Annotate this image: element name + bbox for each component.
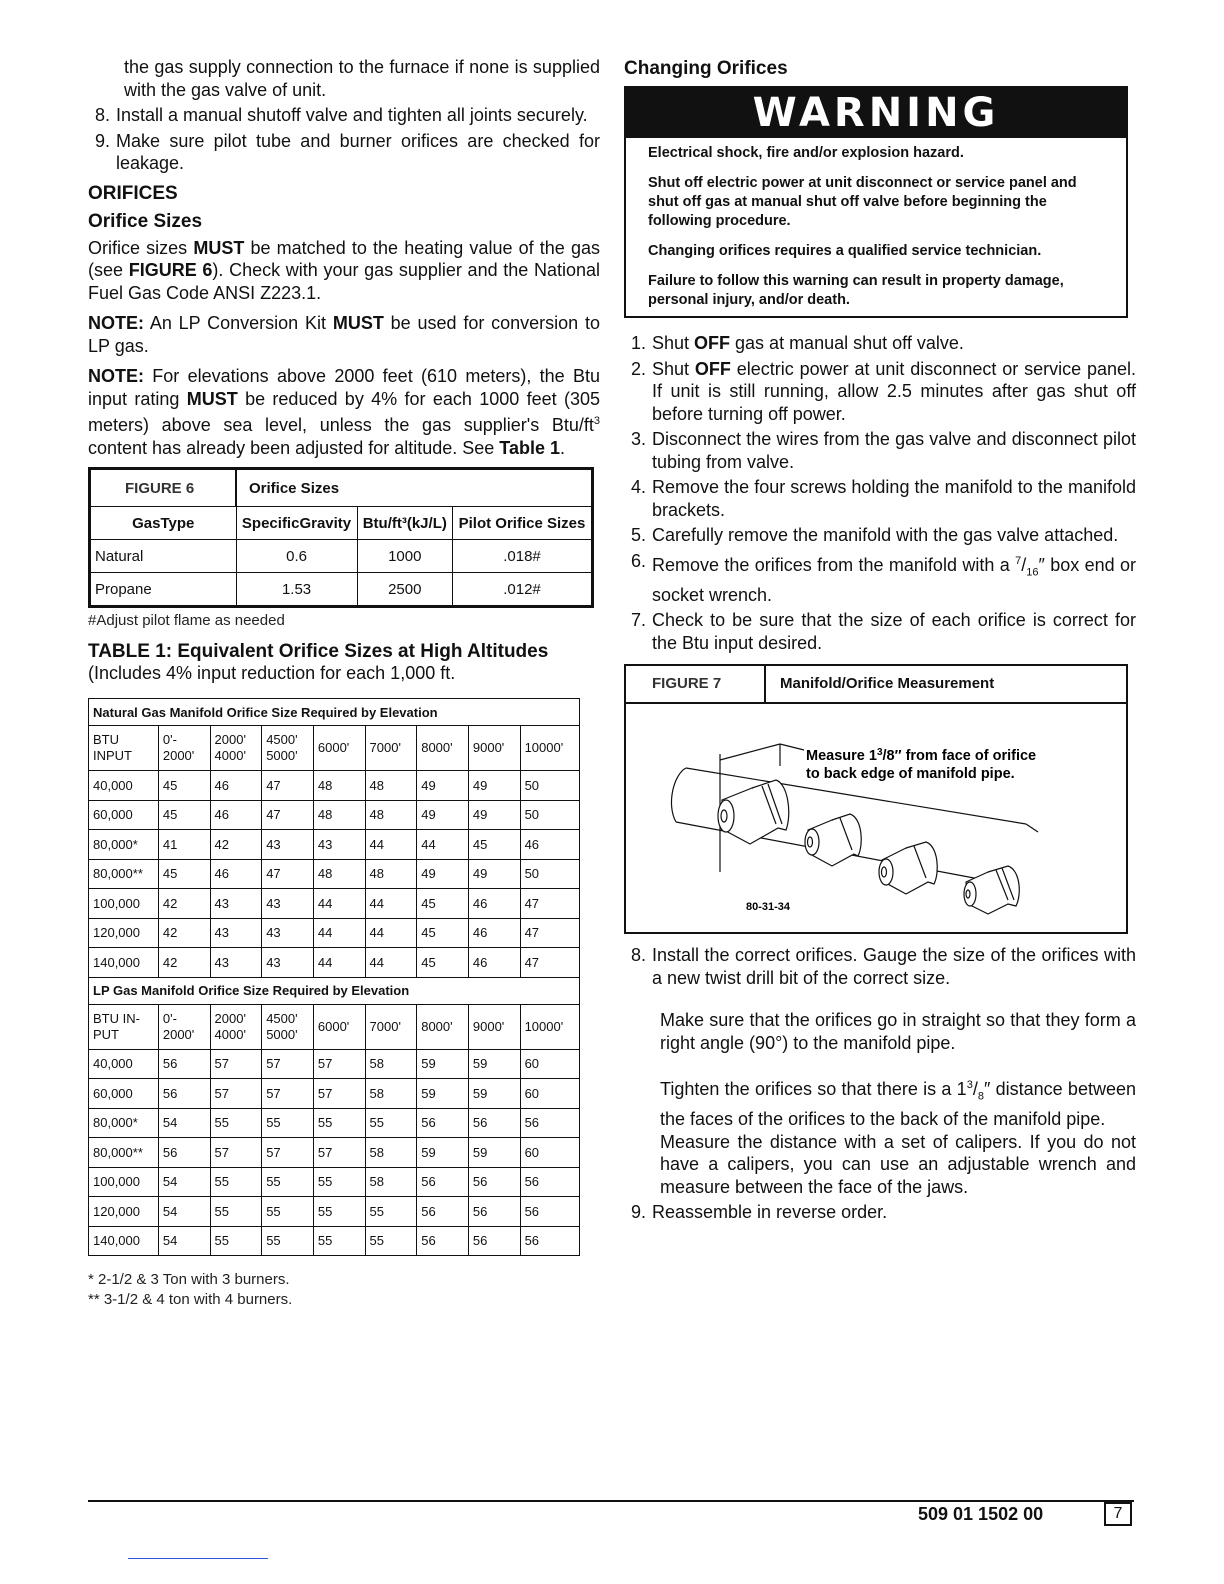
table-cell: 57: [262, 1049, 314, 1079]
table-cell: 55: [262, 1108, 314, 1138]
note-lp-conversion: [88, 312, 600, 357]
table-cell: 45: [158, 800, 210, 830]
table-cell: 55: [313, 1226, 365, 1256]
table-cell: 54: [158, 1167, 210, 1197]
column-header: GasType: [91, 507, 237, 540]
table-row: [89, 1079, 580, 1109]
table-cell: .018#: [452, 540, 591, 573]
text-run: electric power at unit disconnect or service panel. If unit is still running, allow 2.5 minutes after gas shut off before turning off power.: [652, 358, 1137, 424]
column-header: 8000': [417, 726, 469, 771]
table-row: [89, 1167, 580, 1197]
table-cell: 55: [262, 1197, 314, 1227]
table-cell: 59: [468, 1079, 520, 1109]
table-cell: 47: [262, 859, 314, 889]
column-header: 9000': [468, 1004, 520, 1049]
table-cell: 56: [468, 1226, 520, 1256]
warning-line: Electrical shock, fire and/or explosion hazard.: [648, 145, 964, 161]
step-3: [624, 428, 1136, 473]
table-row: [89, 771, 580, 801]
table-1-footnotes: [88, 1270, 600, 1310]
orifices-heading: ORIFICES: [88, 182, 178, 204]
figure-7-header: [626, 666, 1126, 704]
table-row: [89, 1108, 580, 1138]
figure-label-cell: [91, 470, 237, 507]
table-cell: 49: [468, 771, 520, 801]
column-header: 6000': [313, 726, 365, 771]
column-header: 2000' 4000': [210, 1004, 262, 1049]
table-cell: 1000: [357, 540, 452, 573]
column-header: 7000': [365, 1004, 417, 1049]
table-cell: Natural: [91, 540, 237, 573]
right-column: [624, 56, 1136, 1224]
table-cell: 80,000*: [89, 1108, 159, 1138]
table-cell: 56: [520, 1197, 579, 1227]
table-cell: 59: [417, 1138, 469, 1168]
table-1: [88, 698, 580, 1256]
emphasis: MUST: [186, 388, 238, 409]
table-cell: 47: [520, 918, 579, 948]
table-row: [89, 918, 580, 948]
table-row: [89, 1197, 580, 1227]
column-header: 4500' 5000': [262, 726, 314, 771]
text-run: Tighten the orifices so that there is a 1: [660, 1079, 967, 1100]
table-cell: 44: [313, 889, 365, 919]
table-cell: 42: [158, 918, 210, 948]
table-cell: 54: [158, 1197, 210, 1227]
table-cell: 120,000: [89, 918, 159, 948]
table-cell: 60: [520, 1049, 579, 1079]
text-run: content has already been adjusted for altitude. See: [88, 437, 500, 458]
text-run: Orifice sizes: [88, 237, 194, 258]
table-cell: 43: [313, 830, 365, 860]
list-text: Check to be sure that the size of each orifice is correct for the Btu input desired.: [652, 610, 1136, 653]
table-cell: 43: [210, 889, 262, 919]
table-cell: 140,000: [89, 1226, 159, 1256]
table-cell: 58: [365, 1049, 417, 1079]
table-cell: 55: [262, 1167, 314, 1197]
table-cell: 47: [262, 800, 314, 830]
figure-reference: FIGURE 6: [128, 260, 213, 280]
table-cell: 42: [210, 830, 262, 860]
table-cell: 55: [210, 1167, 262, 1197]
text-run: be matched to the heating value of the gas (see: [88, 237, 600, 280]
column-header: 10000': [520, 1004, 579, 1049]
list-item-9: [88, 130, 600, 175]
table-cell: 120,000: [89, 1197, 159, 1227]
lp-gas-heading: LP Gas Manifold Orifice Size Required by Elevation: [89, 977, 580, 1004]
orifice-sizes-heading: Orifice Sizes: [88, 210, 203, 232]
table-cell: 43: [262, 830, 314, 860]
table-cell: 48: [365, 800, 417, 830]
table-cell: Propane: [91, 573, 237, 606]
table-cell: 57: [210, 1138, 262, 1168]
table-cell: 49: [417, 859, 469, 889]
column-header: 4500' 5000': [262, 1004, 314, 1049]
note-label: NOTE:: [88, 366, 144, 386]
warning-line: Shut off electric power at unit disconnect or service panel and shut off gas at manual shut off valve before beginning the following procedure.: [648, 175, 1077, 229]
warning-line: Failure to follow this warning can result in property damage, personal injury, and/or death.: [648, 273, 1064, 308]
table-cell: 56: [468, 1167, 520, 1197]
step-2: [624, 358, 1136, 426]
table-cell: 47: [520, 948, 579, 978]
table-row: [89, 830, 580, 860]
table-row: [89, 859, 580, 889]
table-cell: 43: [262, 948, 314, 978]
column-header: 8000': [417, 1004, 469, 1049]
list-text: Install the correct orifices. Gauge the size of the orifices with a new twist drill bit of the correct size.: [652, 945, 1136, 988]
table-cell: 46: [210, 771, 262, 801]
list-number: 6.: [630, 550, 646, 571]
step-5: [624, 524, 1136, 547]
list-number: 1.: [630, 333, 646, 353]
table-cell: 42: [158, 889, 210, 919]
table-cell: 49: [468, 800, 520, 830]
table-cell: 49: [417, 771, 469, 801]
fraction-denominator: 16: [1026, 566, 1039, 579]
table-cell: 57: [313, 1049, 365, 1079]
table-row: [89, 889, 580, 919]
text-run: An LP Conversion Kit: [144, 313, 333, 333]
column-header: 10000': [520, 726, 579, 771]
orifice-4: [964, 866, 1019, 914]
table-cell: 41: [158, 830, 210, 860]
table-row: [89, 1138, 580, 1168]
table-cell: 55: [210, 1197, 262, 1227]
procedure-steps: [624, 332, 1136, 654]
table-cell: 56: [520, 1167, 579, 1197]
figure-label: FIGURE 6: [125, 479, 195, 497]
table-cell: 45: [417, 889, 469, 919]
list-number: 8.: [630, 945, 646, 966]
table-cell: .012#: [452, 573, 591, 606]
table-cell: 46: [520, 830, 579, 860]
emphasis: OFF: [694, 333, 731, 353]
table-cell: 100,000: [89, 889, 159, 919]
table-cell: 59: [417, 1049, 469, 1079]
table-cell: 80,000**: [89, 859, 159, 889]
fraction-slash: /: [1021, 554, 1027, 575]
table-cell: 42: [158, 948, 210, 978]
warning-box: [624, 86, 1128, 318]
superscript: 3: [593, 415, 600, 427]
table-cell: 44: [313, 918, 365, 948]
step-1: [624, 332, 1136, 355]
list-text: Reassemble in reverse order.: [652, 1202, 888, 1223]
table-cell: 56: [158, 1049, 210, 1079]
table-cell: 46: [210, 859, 262, 889]
list-text: [652, 550, 1136, 607]
warning-body: [626, 138, 1126, 316]
table-cell: 46: [468, 948, 520, 978]
table-cell: 57: [262, 1079, 314, 1109]
list-text: [652, 358, 1136, 426]
table-row: [89, 1049, 580, 1079]
table-cell: 45: [417, 948, 469, 978]
part-number-label: 80-31-34: [746, 901, 791, 914]
table-cell: 56: [468, 1108, 520, 1138]
note-elevation: [88, 365, 600, 459]
table-cell: 46: [210, 800, 262, 830]
orifice-3: [879, 842, 937, 894]
step-4: [624, 476, 1136, 521]
table-cell: 46: [468, 889, 520, 919]
table-cell: 55: [313, 1197, 365, 1227]
table-cell: 57: [313, 1138, 365, 1168]
table-cell: 49: [468, 859, 520, 889]
text-run: .: [560, 437, 566, 458]
fraction-slash: /: [972, 1079, 978, 1100]
table-cell: 56: [158, 1079, 210, 1109]
table-cell: 54: [158, 1226, 210, 1256]
document-number: 509 01 1502 00: [918, 1504, 1044, 1524]
table-cell: 55: [365, 1108, 417, 1138]
column-header: 9000': [468, 726, 520, 771]
column-header: BTU INPUT: [89, 726, 159, 771]
table-cell: 59: [468, 1049, 520, 1079]
step-8: [624, 944, 1136, 989]
text-run: ″ distance between the faces of the orifices to the back of the manifold pipe.: [660, 1079, 1136, 1130]
column-header: 2000' 4000': [210, 726, 262, 771]
table-row: [89, 800, 580, 830]
table-cell: 50: [520, 771, 579, 801]
table-cell: 59: [468, 1138, 520, 1168]
table-1-title: TABLE 1: Equivalent Orifice Sizes at High Altitudes: [88, 641, 549, 662]
fraction-denominator: 8: [977, 1090, 984, 1103]
natural-gas-heading: Natural Gas Manifold Orifice Size Required by Elevation: [89, 699, 580, 726]
table-cell: 43: [210, 948, 262, 978]
table-cell: 56: [520, 1108, 579, 1138]
step-7: [624, 609, 1136, 654]
figure-title: Manifold/Orifice Measurement: [780, 675, 995, 693]
table-cell: 43: [262, 889, 314, 919]
fraction-numerator: 7: [1015, 554, 1022, 567]
table-cell: 44: [365, 948, 417, 978]
note-label: NOTE:: [88, 313, 144, 333]
table-cell: 1.53: [236, 573, 357, 606]
table-reference: Table 1: [499, 437, 560, 458]
list-number: 7.: [630, 610, 646, 631]
table-cell: 44: [365, 830, 417, 860]
table-cell: 44: [365, 918, 417, 948]
list-number: 3.: [630, 429, 646, 449]
footnote-3-burners: * 2-1/2 & 3 Ton with 3 burners.: [88, 1271, 290, 1288]
measure-distance-paragraph: Measure the distance with a set of calipers. If you do not have a calipers, you can use an adjustable wrench and measure between the face of the jaws.: [660, 1131, 1136, 1197]
table-cell: 100,000: [89, 1167, 159, 1197]
figure-title: Orifice Sizes: [236, 470, 592, 507]
table-cell: 57: [210, 1049, 262, 1079]
table-cell: 55: [313, 1108, 365, 1138]
orifice-2: [805, 814, 861, 866]
table-cell: 60: [520, 1138, 579, 1168]
table-cell: 44: [313, 948, 365, 978]
emphasis: MUST: [193, 237, 245, 258]
text-run: Shut: [652, 333, 695, 353]
table-row: [89, 1226, 580, 1256]
table-cell: 43: [262, 918, 314, 948]
table-cell: 2500: [357, 573, 452, 606]
table-cell: 46: [468, 918, 520, 948]
table-cell: 55: [365, 1197, 417, 1227]
table-cell: 0.6: [236, 540, 357, 573]
list-text: Make sure pilot tube and burner orifices are checked for leakage.: [116, 130, 600, 173]
list-number: 2.: [630, 358, 646, 379]
table-cell: 58: [365, 1138, 417, 1168]
table-row: [91, 540, 592, 573]
table-cell: 60,000: [89, 800, 159, 830]
table-cell: 80,000**: [89, 1138, 159, 1168]
table-cell: 50: [520, 800, 579, 830]
fraction-numerator: 3: [966, 1079, 973, 1092]
table-cell: 140,000: [89, 948, 159, 978]
table-cell: 44: [365, 889, 417, 919]
emphasis: OFF: [694, 358, 731, 379]
step-9: [624, 1201, 1136, 1224]
column-header: BTU IN- PUT: [89, 1004, 159, 1049]
list-number: 9.: [630, 1202, 646, 1223]
column-header: 0'- 2000': [158, 726, 210, 771]
bottom-underline: [128, 1558, 268, 1559]
figure-label: FIGURE 7: [626, 666, 766, 702]
list-number: 4.: [630, 477, 646, 497]
table-cell: 60: [520, 1079, 579, 1109]
table-cell: 56: [417, 1108, 469, 1138]
table-cell: 49: [417, 800, 469, 830]
table-cell: 45: [158, 859, 210, 889]
list-number: 5.: [630, 525, 646, 545]
column-header: SpecificGravity: [236, 507, 357, 540]
table-1-subtitle: (Includes 4% input reduction for each 1,000 ft.: [88, 663, 456, 683]
table-cell: 43: [210, 918, 262, 948]
measurement-callout-line2: to back edge of manifold pipe.: [806, 766, 1015, 783]
table-cell: 60,000: [89, 1079, 159, 1109]
table-cell: 45: [468, 830, 520, 860]
table-cell: 56: [468, 1197, 520, 1227]
table-cell: 40,000: [89, 1049, 159, 1079]
table-cell: 58: [365, 1167, 417, 1197]
table-cell: 58: [365, 1079, 417, 1109]
lp-header-row: [89, 1004, 580, 1049]
column-header: 0'- 2000': [158, 1004, 210, 1049]
table-cell: 55: [313, 1167, 365, 1197]
continued-text: the gas supply connection to the furnace if none is supplied with the gas valve of unit.: [124, 57, 600, 100]
table-row: [89, 948, 580, 978]
warning-line: Changing orifices requires a qualified service technician.: [648, 243, 1042, 259]
table-cell: 56: [417, 1197, 469, 1227]
list-text: Disconnect the wires from the gas valve and disconnect pilot tubing from valve.: [652, 429, 1136, 472]
warning-title: WARNING: [626, 88, 1126, 138]
orifice-sizes-paragraph: [88, 237, 600, 305]
left-column: [88, 56, 600, 1310]
natural-header-row: [89, 726, 580, 771]
table-cell: 56: [158, 1138, 210, 1168]
footer-rule: [88, 1500, 1134, 1502]
text-run: ″ box end or socket wrench.: [652, 554, 1136, 605]
text-run: be used for conversion to LP gas.: [88, 313, 600, 356]
straight-orifices-paragraph: Make sure that the orifices go in straight so that they form a right angle (90°) to the manifold pipe.: [660, 1010, 1136, 1053]
changing-orifices-heading: Changing Orifices: [624, 58, 788, 79]
text-run: Remove the orifices from the manifold with a: [652, 554, 1016, 575]
list-text: Install a manual shutoff valve and tighten all joints securely.: [116, 105, 588, 125]
column-header: Btu/ft³(kJ/L): [357, 507, 452, 540]
manifold-orifice-diagram: [626, 704, 1126, 932]
list-item-8: [88, 104, 600, 127]
list-text: [652, 332, 1136, 355]
orifice-1: [718, 780, 789, 844]
table-cell: 44: [417, 830, 469, 860]
column-header: 7000': [365, 726, 417, 771]
table-cell: 56: [417, 1167, 469, 1197]
page-number: 7: [1104, 1502, 1132, 1526]
table-cell: 56: [417, 1226, 469, 1256]
table-cell: 54: [158, 1108, 210, 1138]
table-cell: 48: [313, 771, 365, 801]
table-cell: 57: [313, 1079, 365, 1109]
list-text: Remove the four screws holding the manifold to the manifold brackets.: [652, 477, 1136, 520]
table-row: [91, 573, 592, 606]
table-cell: 45: [158, 771, 210, 801]
table-cell: 59: [417, 1079, 469, 1109]
list-number: 9.: [94, 130, 110, 151]
text-run: Shut: [652, 358, 695, 379]
table-cell: 47: [262, 771, 314, 801]
table-cell: 50: [520, 859, 579, 889]
figure-7: [624, 664, 1128, 934]
tighten-orifices-paragraph: [624, 1074, 1136, 1131]
table-cell: 47: [520, 889, 579, 919]
table-cell: 56: [520, 1226, 579, 1256]
text-run: gas at manual shut off valve.: [730, 333, 964, 353]
text-run: For elevations above 2000 feet (610 meters), the Btu input rating: [88, 366, 600, 409]
table-cell: 55: [262, 1226, 314, 1256]
table-cell: 55: [365, 1226, 417, 1256]
measurement-callout: Measure $1^3/8''$ from face of orifice: [806, 746, 1037, 765]
table-cell: 55: [210, 1226, 262, 1256]
emphasis: MUST: [332, 313, 384, 333]
column-header: 6000': [313, 1004, 365, 1049]
figure-6-table: [88, 467, 594, 608]
table-cell: 48: [365, 771, 417, 801]
step-6: [624, 550, 1136, 607]
footnote-4-burners: ** 3-1/2 & 4 ton with 4 burners.: [88, 1291, 293, 1308]
table-cell: 48: [365, 859, 417, 889]
table-cell: 48: [313, 859, 365, 889]
table-cell: 40,000: [89, 771, 159, 801]
table-cell: 48: [313, 800, 365, 830]
list-text: Carefully remove the manifold with the gas valve attached.: [652, 525, 1119, 545]
table-cell: 57: [210, 1079, 262, 1109]
table-cell: 45: [417, 918, 469, 948]
table-cell: 80,000*: [89, 830, 159, 860]
text-run: ). Check with your gas supplier and the National Fuel Gas Code ANSI Z223.1.: [88, 260, 601, 303]
table-cell: 55: [210, 1108, 262, 1138]
figure-6-note: #Adjust pilot flame as needed: [88, 612, 285, 629]
table-cell: 57: [262, 1138, 314, 1168]
text-run: be reduced by 4% for each 1000 feet (305 meters) above sea level, unless the gas supplier's Btu/ft: [88, 388, 600, 435]
list-number: 8.: [94, 105, 110, 125]
column-header: Pilot Orifice Sizes: [452, 507, 591, 540]
